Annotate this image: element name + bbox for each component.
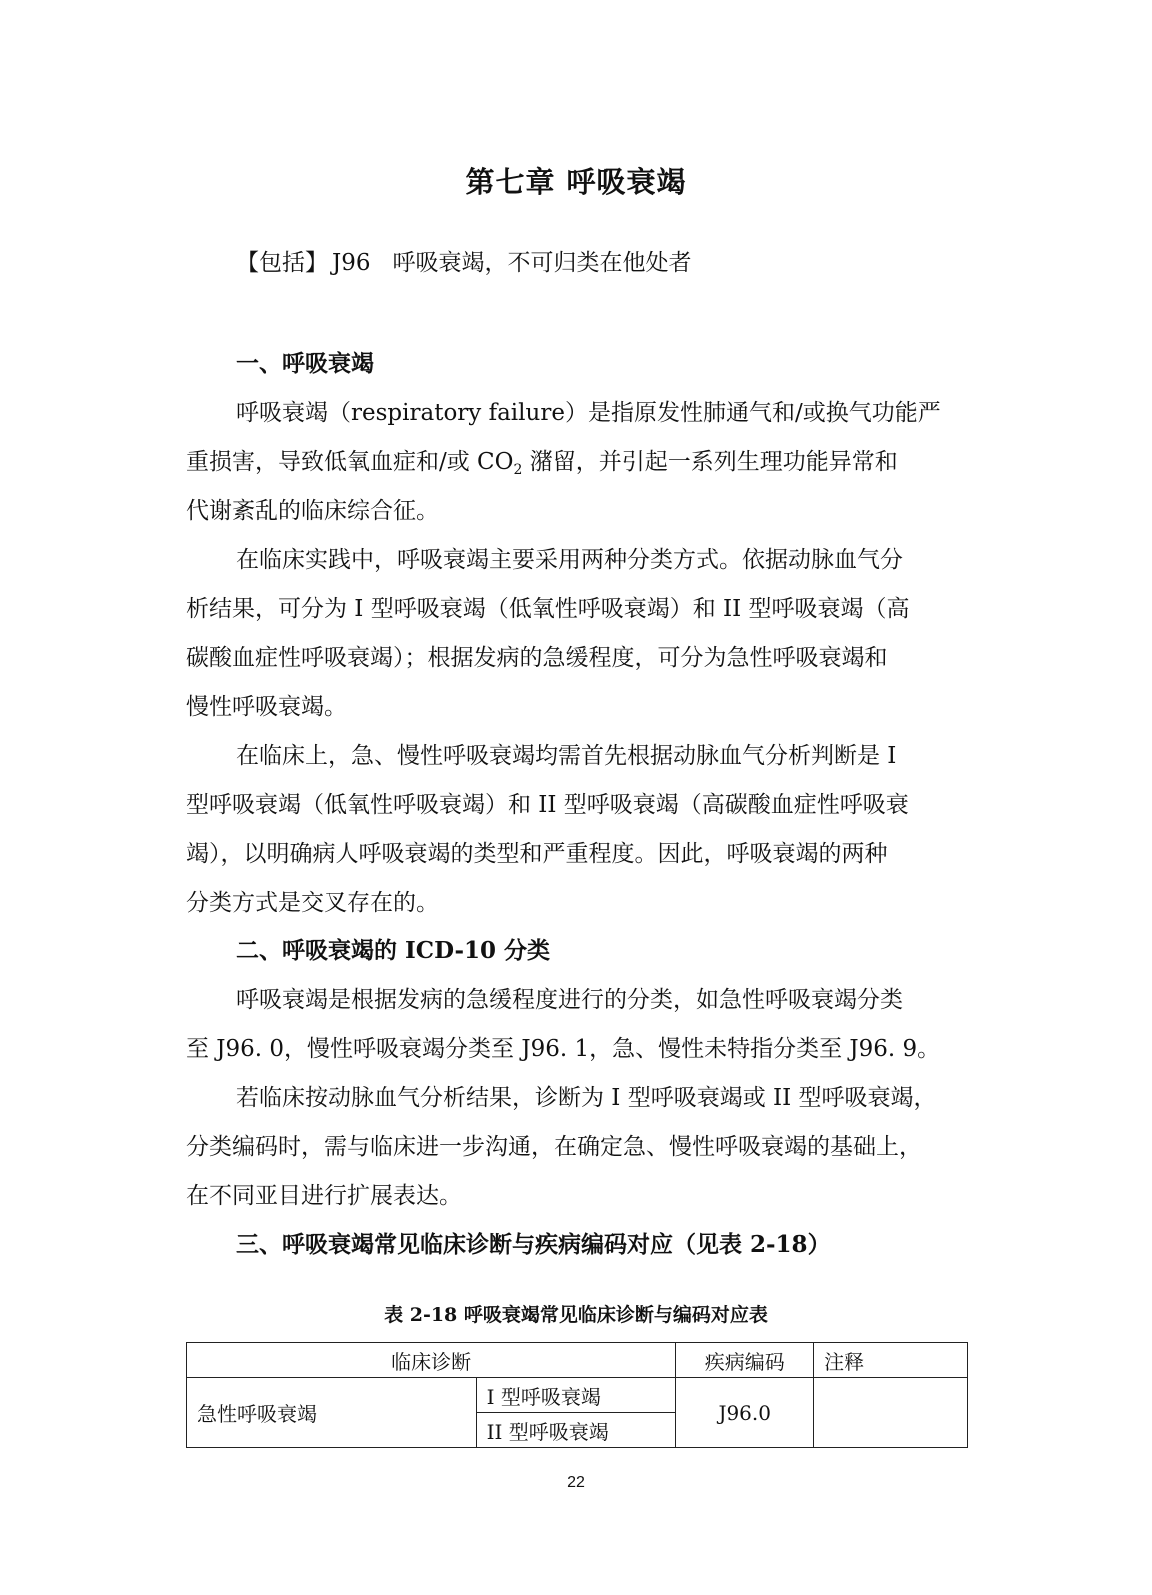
section3-heading: 三、呼吸衰竭常见临床诊断与疾病编码对应（见表 2-18） xyxy=(236,1231,831,1258)
section1-heading: 一、呼吸衰竭 xyxy=(236,350,374,377)
include-code: J96 xyxy=(332,250,371,276)
chapter-title: 第七章 呼吸衰竭 xyxy=(465,165,687,199)
include-text: 呼吸衰竭，不可归类在他处者 xyxy=(392,250,692,276)
co2-subscript: 2 xyxy=(513,462,523,478)
section1-p2-line4: 慢性呼吸衰竭。 xyxy=(186,694,347,720)
cell-subtype-2: II 型呼吸衰竭 xyxy=(476,1413,676,1448)
diagnosis-code-table xyxy=(186,1342,968,1448)
section2-heading: 二、呼吸衰竭的 ICD-10 分类 xyxy=(236,937,551,964)
section2-p1-line1: 呼吸衰竭是根据发病的急缓程度进行的分类，如急性呼吸衰竭分类 xyxy=(236,987,903,1013)
section2-p2-line1: 若临床按动脉血气分析结果，诊断为 I 型呼吸衰竭或 II 型呼吸衰竭， xyxy=(236,1085,937,1111)
section1-p3-line4: 分类方式是交叉存在的。 xyxy=(186,890,439,916)
section1-p1-line2: 重损害，导致低氧血症和/或 $CO_2$ 潴留，并引起一系列生理功能异常和 xyxy=(186,449,898,478)
include-label: 【包括】 xyxy=(236,250,328,276)
section1-p2-line3: 碳酸血症性呼吸衰竭）；根据发病的急缓程度，可分为急性呼吸衰竭和 xyxy=(186,645,888,671)
header-note: 注释 xyxy=(814,1343,968,1378)
cell-diagnosis: 急性呼吸衰竭 xyxy=(187,1378,477,1448)
section1-p3-line2: 型呼吸衰竭（低氧性呼吸衰竭）和 II 型呼吸衰竭（高碳酸血症性呼吸衰 xyxy=(186,792,909,818)
section1-p3-line1: 在临床上，急、慢性呼吸衰竭均需首先根据动脉血气分析判断是 I xyxy=(236,743,897,769)
section1-p1-line3: 代谢紊乱的临床综合征。 xyxy=(186,498,439,524)
table-header-row xyxy=(187,1343,968,1378)
section1-p2-line2: 析结果，可分为 I 型呼吸衰竭（低氧性呼吸衰竭）和 II 型呼吸衰竭（高 xyxy=(186,596,910,622)
section2-p2-line3: 在不同亚目进行扩展表达。 xyxy=(186,1183,462,1209)
header-diagnosis: 临床诊断 xyxy=(187,1343,676,1378)
table-row xyxy=(187,1378,968,1413)
section1-p3-line3: 竭），以明确病人呼吸衰竭的类型和严重程度。因此，呼吸衰竭的两种 xyxy=(186,841,888,867)
cell-subtype-1: I 型呼吸衰竭 xyxy=(476,1378,676,1413)
page-number: 22 xyxy=(567,1474,585,1491)
cell-code: J96.0 xyxy=(676,1378,814,1448)
section1-p2-line1: 在临床实践中，呼吸衰竭主要采用两种分类方式。依据动脉血气分 xyxy=(236,547,903,573)
section2-p2-line2: 分类编码时，需与临床进一步沟通，在确定急、慢性呼吸衰竭的基础上， xyxy=(186,1134,922,1160)
section1-p1-line1: 呼吸衰竭（respiratory failure）是指原发性肺通气和/或换气功能严 xyxy=(236,400,941,426)
include-line xyxy=(236,244,692,277)
table-caption: 表 2-18 呼吸衰竭常见临床诊断与编码对应表 xyxy=(384,1304,768,1326)
cell-note xyxy=(814,1378,968,1448)
header-code: 疾病编码 xyxy=(676,1343,814,1378)
section2-p1-line2: 至 J96. 0，慢性呼吸衰竭分类至 J96. 1，急、慢性未特指分类至 J96. 9。 xyxy=(186,1036,941,1062)
